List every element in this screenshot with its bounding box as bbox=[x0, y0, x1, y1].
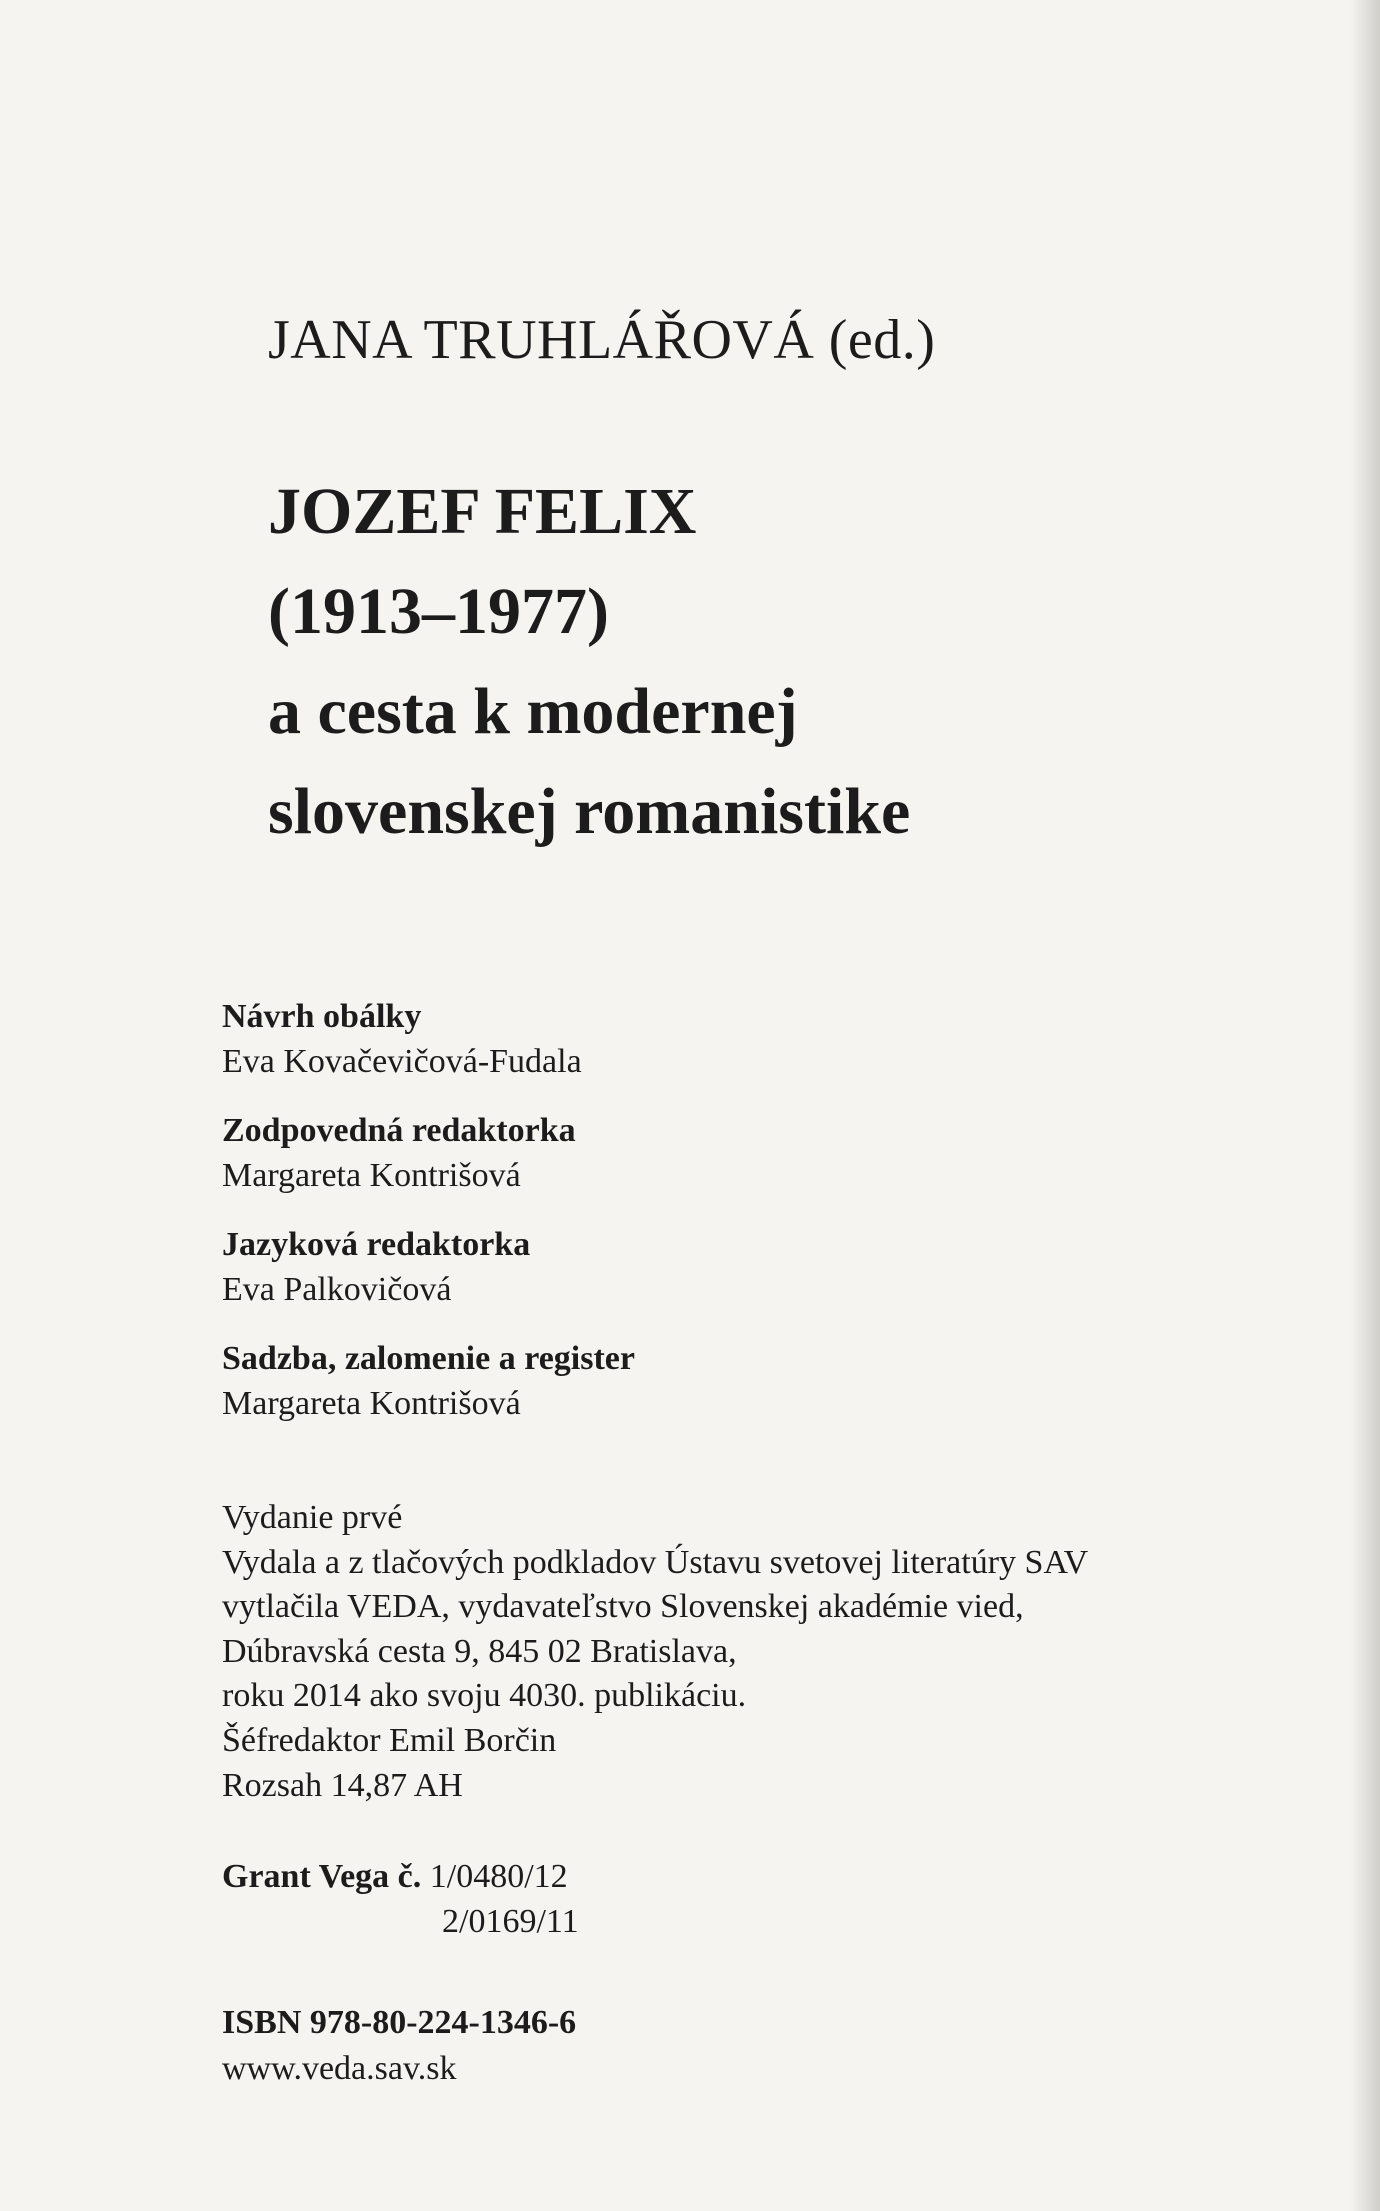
grant-row bbox=[222, 1899, 579, 1944]
imprint-line: roku 2014 ako svoju 4030. publikáciu. bbox=[222, 1677, 747, 1715]
credit-role: Jazyková redaktorka bbox=[222, 1226, 531, 1263]
imprint-line: Šéfredaktor Emil Borčin bbox=[222, 1721, 557, 1759]
credit-cover-design bbox=[222, 996, 1222, 1086]
credit-responsible-editor bbox=[222, 1110, 1222, 1200]
grant-row bbox=[222, 1854, 579, 1899]
credit-name: Margareta Kontrišová bbox=[222, 1385, 521, 1422]
imprint-section bbox=[222, 1496, 1088, 1808]
credit-typesetting bbox=[222, 1338, 1222, 1428]
grant-number: 1/0480/12 bbox=[429, 1858, 568, 1895]
credit-name: Eva Kovačevičová-Fudala bbox=[222, 1043, 582, 1080]
title-line: slovenskej romanistike bbox=[268, 775, 911, 848]
credits-section bbox=[222, 996, 1222, 1452]
isbn-number: ISBN 978-80-224-1346-6 bbox=[222, 2004, 577, 2041]
title-line: JOZEF FELIX bbox=[268, 475, 697, 548]
imprint-line: Dúbravská cesta 9, 845 02 Bratislava, bbox=[222, 1632, 737, 1670]
grant-label: Grant Vega č. bbox=[222, 1858, 422, 1895]
credit-language-editor bbox=[222, 1224, 1222, 1314]
book-title bbox=[268, 462, 910, 862]
credit-role: Návrh obálky bbox=[222, 998, 422, 1035]
credit-role: Sadzba, zalomenie a register bbox=[222, 1340, 635, 1377]
page-edge-shadow bbox=[1350, 0, 1380, 2211]
imprint-line: Rozsah 14,87 AH bbox=[222, 1766, 463, 1804]
imprint-line: Vydanie prvé bbox=[222, 1499, 403, 1536]
title-line: (1913–1977) bbox=[268, 575, 609, 648]
editor-name: JANA TRUHLÁŘOVÁ (ed.) bbox=[268, 309, 936, 371]
grant-section bbox=[222, 1854, 579, 1944]
isbn-section bbox=[222, 2000, 576, 2092]
imprint-line: Vydala a z tlačových podkladov Ústavu svetovej literatúry SAV bbox=[222, 1543, 1089, 1581]
title-line: a cesta k modernej bbox=[268, 675, 798, 748]
website-link[interactable]: www.veda.sav.sk bbox=[222, 2050, 457, 2087]
grant-number: 2/0169/11 bbox=[442, 1903, 579, 1940]
credit-role: Zodpovedná redaktorka bbox=[222, 1112, 576, 1149]
imprint-line: vytlačila VEDA, vydavateľstvo Slovenskej akadémie vied, bbox=[222, 1588, 1024, 1626]
credit-name: Margareta Kontrišová bbox=[222, 1157, 521, 1194]
credit-name: Eva Palkovičová bbox=[222, 1271, 452, 1308]
